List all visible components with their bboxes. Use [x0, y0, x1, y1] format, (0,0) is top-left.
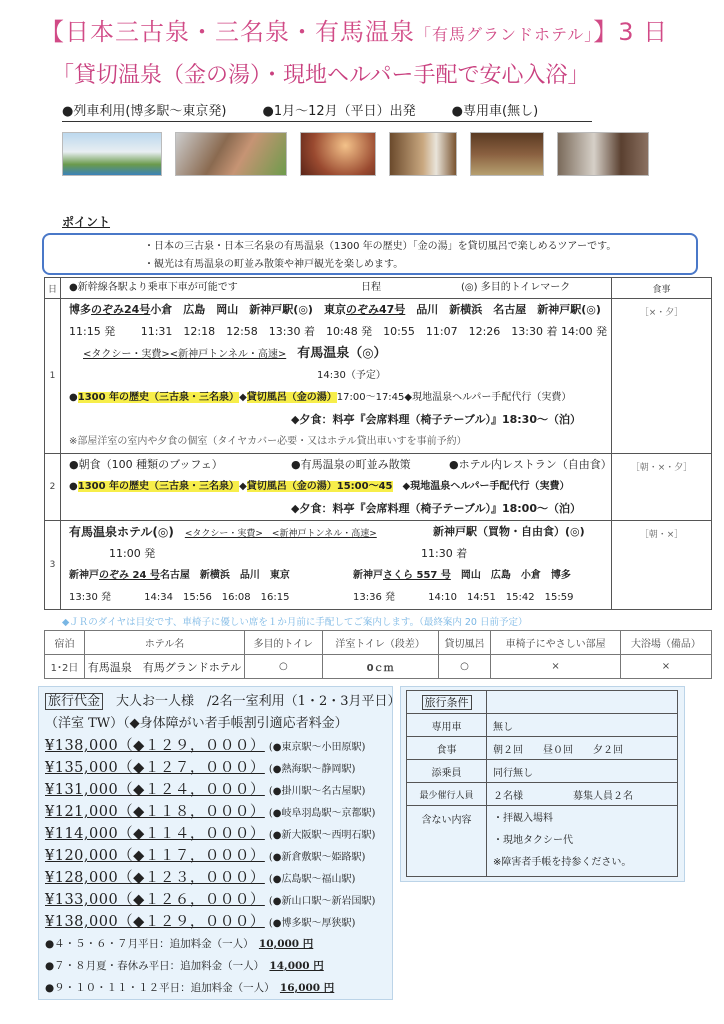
itinerary-day-1: 1 博多のぞみ24号小倉 広島 岡山 新神戸駅(◎) 東京のぞみ47号 品川 新横浜 名古屋 新神戸駅(◎) 11:15 発 11:31 12:18 12:58 13:30 着 10:48 発 10:55 11:07 12:26 13:30 着 14:00 発 <タクシー・実費><新神戸トンネル・高速> 有馬温泉（◎） 14:30（予定） ●1300 年の歴史（三古泉・三名泉）◆貸切風呂（金の湯）17:00〜17:45◆現地温泉ヘルパー手配代行（実費） ◆夕食：料亭『会席料理（椅子テーブル）』18:30〜（泊） ※部屋洋室の室内や夕食の個室（タイヤカバー必要・又はホテル貸出車いすを事前予約） ［×・夕］: [45, 299, 712, 454]
photo-hotel-exterior: [62, 132, 162, 176]
price-section: (●熱海駅〜静岡駅): [268, 764, 356, 775]
itinerary-table: [44, 277, 712, 610]
condition-row: 最少催行人員 ２名様 募集人員２名: [407, 783, 678, 806]
price-section: (●新山口駅〜新岩国駅): [268, 896, 376, 907]
price-amount: ¥120,000（◆１１７，０００）: [45, 848, 265, 864]
photo-toilet: [389, 132, 457, 176]
extra-charge-amount: 14,000 円: [269, 960, 324, 972]
price-row: [45, 911, 386, 933]
extra-charge-row: [45, 977, 386, 999]
conditions-table: 旅行条件 専用車 無し 食事 朝２回 昼０回 夕２回 添乗員 同行無し 最少催行人員 ２名様 募集人員２名 含ない内容 ・拝観入場料 ・現地タクシー代 ※障害者手帳を持参ください。: [406, 690, 678, 877]
extra-charges: [45, 933, 386, 999]
jr-note: ◆ＪＲのダイヤは目安です、車椅子に優しい席を１か月前に手配してご案内します。（最終案内 20 日前予定）: [62, 617, 528, 628]
condition-row: 含ない内容 ・拝観入場料 ・現地タクシー代 ※障害者手帳を持参ください。: [407, 806, 678, 877]
extra-charge-label: ●９・１０・１１・１２平日：追加料金（一人）: [45, 982, 270, 994]
extra-charge-label: ●７・８月夏・春休み平日：追加料金（一人）: [45, 960, 259, 972]
price-amount: ¥138,000（◆１２９，０００）: [45, 738, 265, 754]
price-row: [45, 845, 386, 867]
extra-charge-amount: 10,000 円: [258, 938, 314, 950]
price-row: [45, 757, 386, 779]
photo-bedroom: [300, 132, 376, 176]
itinerary-day-2: 2 ●朝食（100 種類のブッフェ） ●有馬温泉の町並み散策 ●ホテル内レストラン（自由食） ●1300 年の歴史（三古泉・三名泉）◆貸切風呂（金の湯）15:00〜45 ◆現地温泉ヘルパー手配代行（実費） ◆夕食：料亭『会席料理（椅子テーブル）』18:00〜（泊） ［朝・×・夕］: [45, 454, 712, 521]
price-list: [45, 735, 386, 933]
extra-charge-label: ●４・５・６・７月平日：追加料金（一人）: [45, 938, 249, 950]
photo-guest-room: [175, 132, 287, 176]
price-amount: ¥131,000（◆１２４，０００）: [45, 782, 265, 798]
price-amount: ¥135,000（◆１２７，０００）: [45, 760, 265, 776]
price-box: 旅行代金 大人お一人様 /2名一室利用（1・2・3月平日） （洋室 TW）（◆身体障がい者手帳割引適応者料金） ¥138,000（◆１２９，０００） (●東京駅〜小田原駅) ¥135,000（◆１２７，０００） (●熱海駅〜静岡駅) ¥131,000（◆１２４，０００） (●掛川駅〜名古屋駅) ¥121,000（◆１１８，０００） (●岐阜羽島駅〜京都駅) ¥114,000（◆１１４，０００） (●新大阪駅〜西明石駅) ¥120,000（◆１１７，０００） (●新倉敷駅〜姫路駅) ¥128,000（◆１２３，０００） (●広島駅〜福山駅) ¥133,000（◆１２６，０００） (●新山口駅〜新岩国駅) ¥138,000（◆１２９，０００） (●博多駅〜厚狭駅) ●４・５・６・７月平日：追加料金（一人） 10,000 円 ●７・８月夏・春休み平日：追加料金（一人） 14,000 円 ●９・１０・１１・１２平日：追加料金（一人） 16,000 円: [38, 686, 393, 1000]
photo-onsen-town-street: [557, 132, 649, 176]
price-amount: ¥121,000（◆１１８，０００）: [45, 804, 265, 820]
hotel-table-row: 1･2日 有馬温泉 有馬グランドホテル ○ 0ｃｍ ○ × ×: [45, 655, 712, 679]
price-row: [45, 779, 386, 801]
price-row: [45, 823, 386, 845]
price-section: (●広島駅〜福山駅): [268, 874, 356, 885]
condition-row: 添乗員 同行無し: [407, 760, 678, 783]
itinerary-header: 日 ●新幹線各駅より乗車下車が可能です 日程 (◎) 多目的トイレマーク 食事: [45, 278, 712, 299]
price-amount: ¥138,000（◆１２９，０００）: [45, 914, 265, 930]
price-amount: ¥133,000（◆１２６，０００）: [45, 892, 265, 908]
condition-row: 専用車 無し: [407, 714, 678, 737]
hotel-table: [44, 630, 712, 679]
price-row: [45, 735, 386, 757]
price-section: (●東京駅〜小田原駅): [268, 742, 366, 753]
extra-charge-amount: 16,000 円: [279, 982, 335, 994]
price-row: [45, 867, 386, 889]
price-amount: ¥114,000（◆１１４，０００）: [45, 826, 265, 842]
price-section: (●掛川駅〜名古屋駅): [268, 786, 366, 797]
extra-charge-row: [45, 933, 386, 955]
tour-info: ●列車利用(博多駅〜東京発) ●1月〜12月（平日）出発 ●専用車(無し): [62, 100, 592, 122]
point-box: ・日本の三古泉・日本三名泉の有馬温泉（1300 年の歴史）「金の湯」を貸切風呂で楽しめるツアーです。 ・観光は有馬温泉の町並み散策や神戸観光を楽しめます。: [42, 233, 698, 275]
price-section: (●博多駅〜厚狭駅): [268, 918, 356, 929]
price-row: [45, 801, 386, 823]
price-section: (●新大阪駅〜西明石駅): [268, 830, 376, 841]
price-section: (●新倉敷駅〜姫路駅): [268, 852, 366, 863]
itinerary-day-3: 3 有馬温泉ホテル(◎) <タクシー・実費> <新神戸トンネル・高速> 新神戸駅（買物・自由食）(◎) 11:00 発 11:30 着 新神戸のぞみ 24 号名古屋 新横浜 品川 東京 新神戸さくら 557 号 岡山 広島 小倉 博多 13:30 発 14:34 15:56 16:08 16:15 13:36 発 14:10 14:51 15:42 15:59 ［朝・×］: [45, 521, 712, 610]
price-amount: ¥128,000（◆１２３，０００）: [45, 870, 265, 886]
page-subtitle: 「貸切温泉（金の湯）・現地ヘルパー手配で安心入浴」: [52, 63, 590, 88]
point-label: ポイント: [62, 215, 111, 229]
page-title: 【日本三古泉・三名泉・有馬温泉「有馬グランドホテル」】3 日: [40, 18, 669, 46]
conditions-box: [400, 686, 685, 882]
hotel-table-header: 宿泊 ホテル名 多目的トイレ 洋室トイレ（段差） 貸切風呂 車椅子にやさしい部屋 大浴場（備品）: [45, 631, 712, 655]
condition-row: 食事 朝２回 昼０回 夕２回: [407, 737, 678, 760]
photo-dining-room: [470, 132, 544, 176]
extra-charge-row: [45, 955, 386, 977]
price-section: (●岐阜羽島駅〜京都駅): [268, 808, 376, 819]
price-row: [45, 889, 386, 911]
